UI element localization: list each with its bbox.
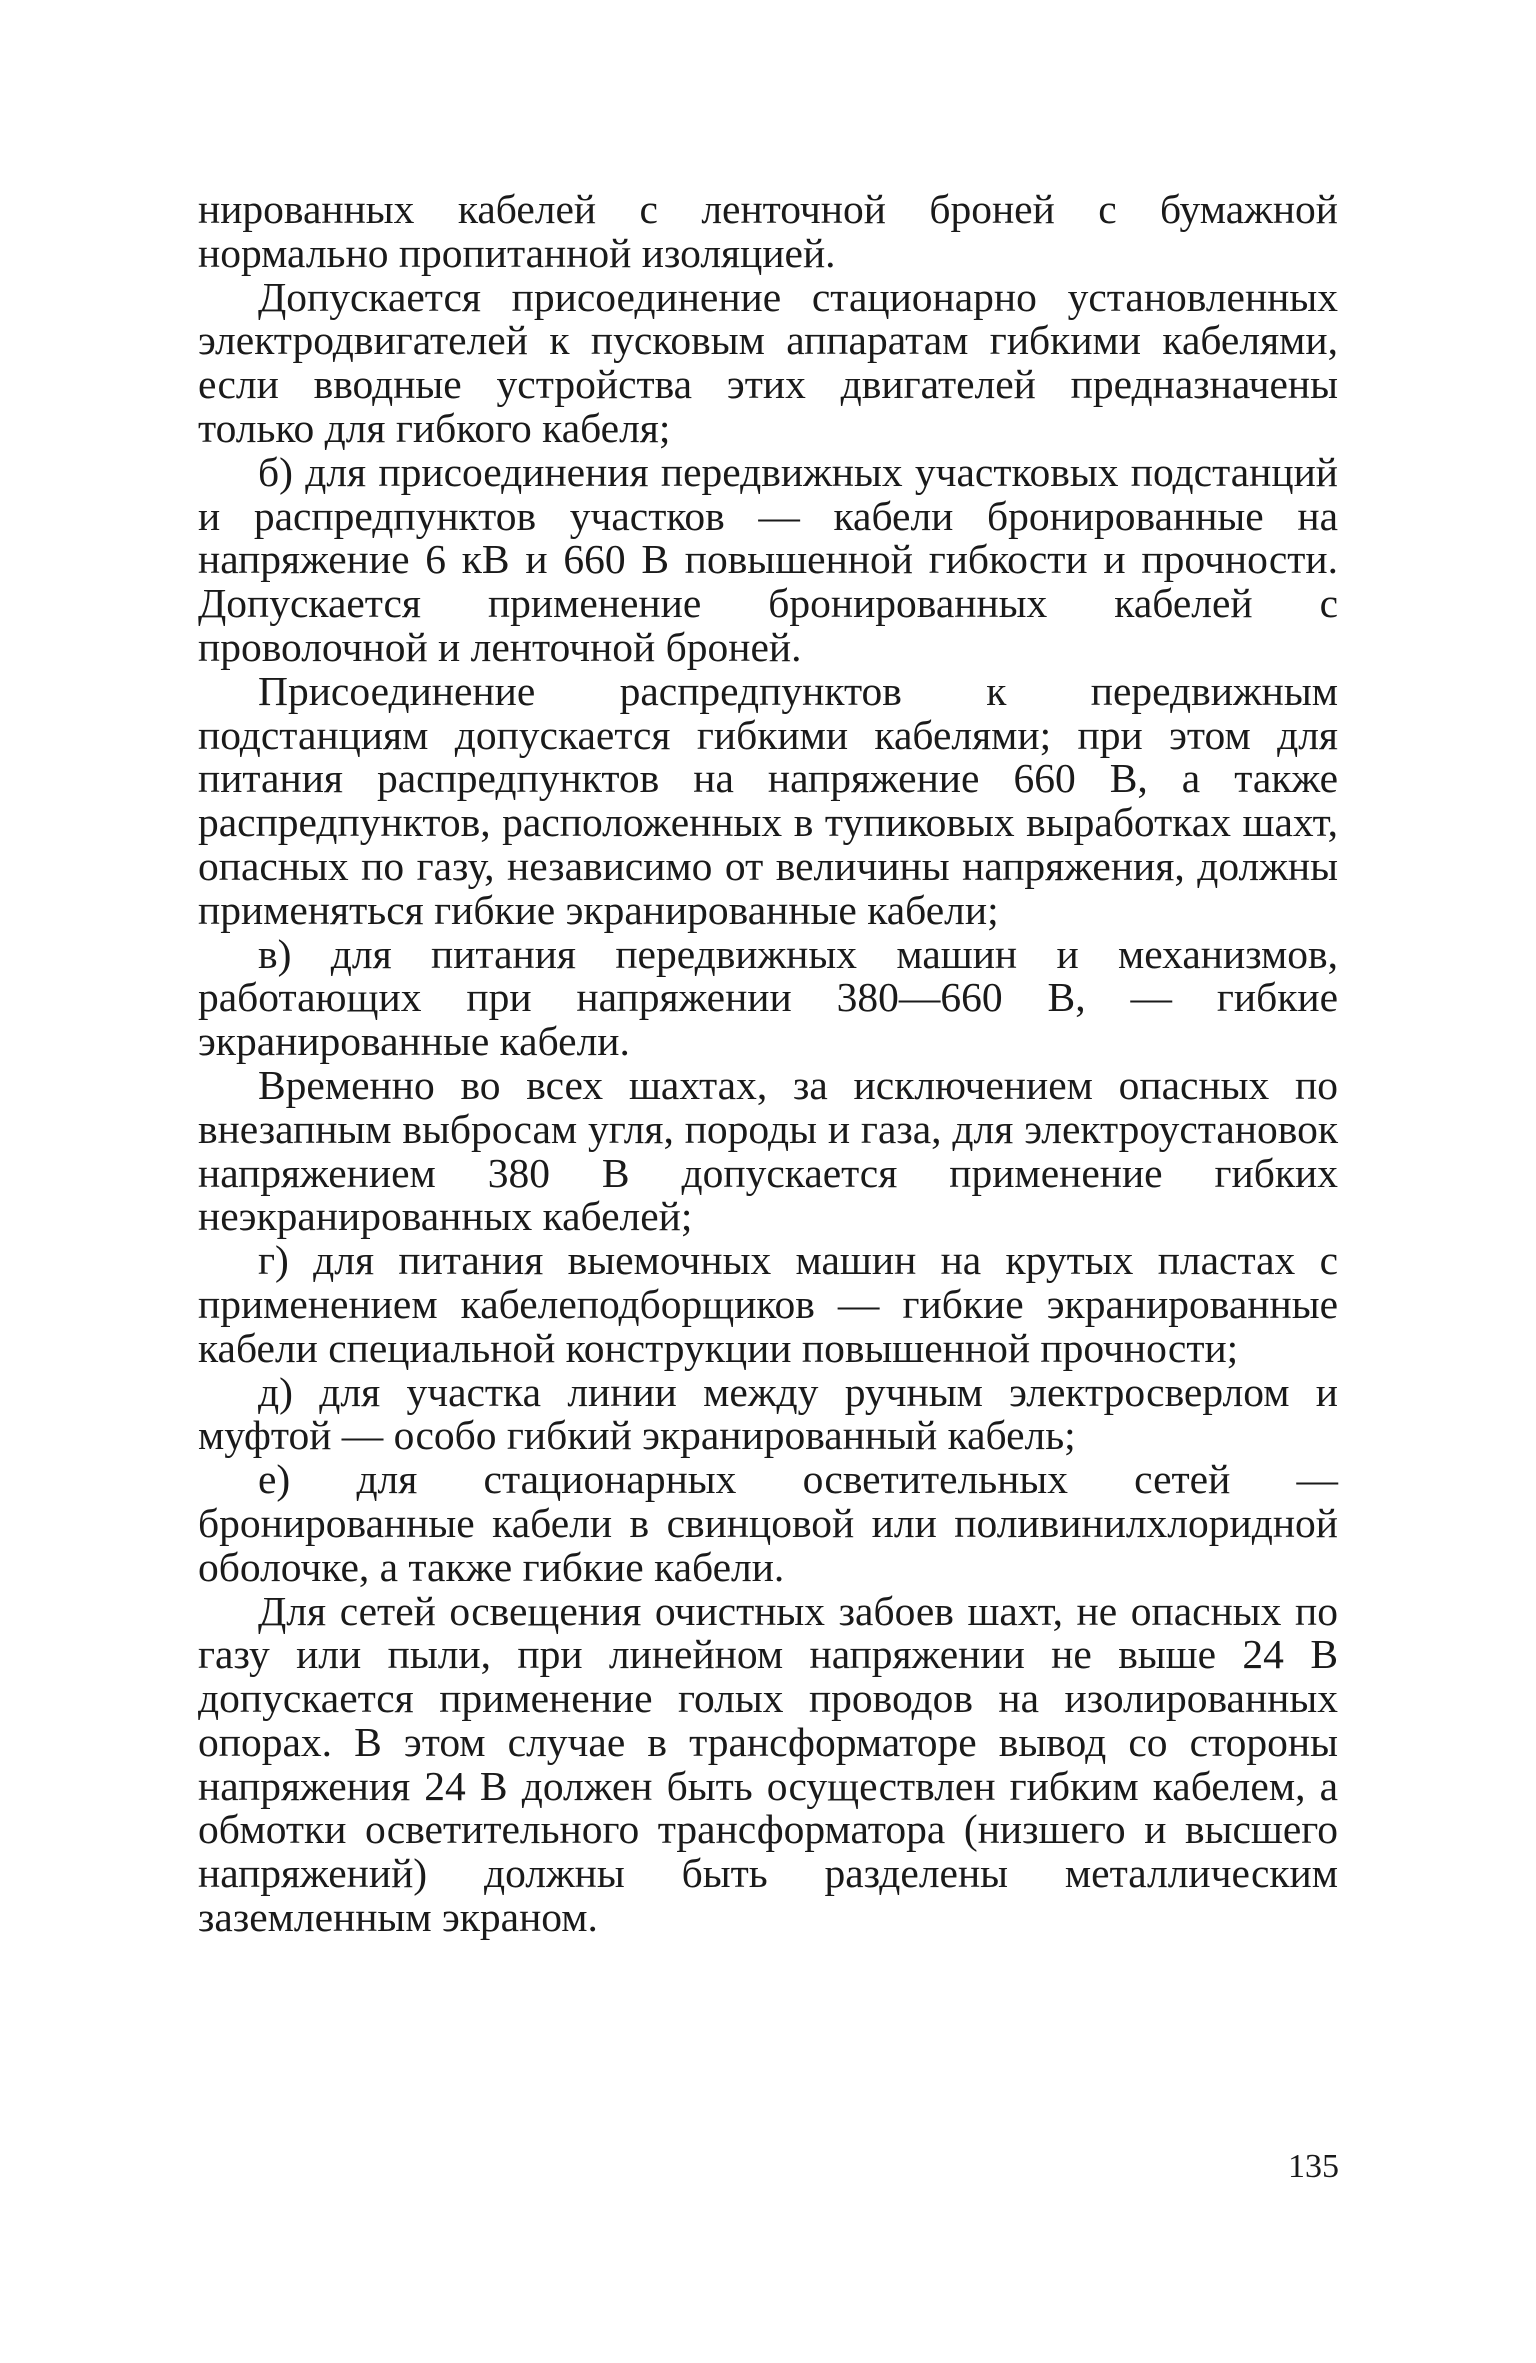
paragraph: Временно во всех шахтах, за исключением опасных по внезапным выбросам угля, породы и газа, для электроустановок напряжением 380 В допускается применение гибких неэкранированных кабелей; bbox=[198, 1061, 1338, 1240]
paragraph: Для сетей освещения очистных забоев шахт, не опасных по газу или пыли, при линейном напряжении не выше 24 В допускается применение голых проводов на изолированных опорах. В этом случае в трансформаторе вывод со стороны напряжения 24 В должен быть осуществлен гибким кабелем, а обмотки осветительного трансформатора (низшего и высшего напряжений) должны быть разделены металлическим заземленным экраном. bbox=[198, 1587, 1338, 1941]
list-item-v: в) для питания передвижных машин и механизмов, работающих при напряжении 380—660 В, — гибкие экранированные кабели. bbox=[198, 930, 1338, 1065]
paragraph-continuation: нированных кабелей с ленточной броней с бумажной нормально пропитанной изоляцией. bbox=[198, 186, 1338, 276]
page-number: 135 bbox=[1288, 2148, 1339, 2185]
list-item-g: г) для питания выемочных машин на крутых пластах с применением кабелеподборщиков — гибкие экранированные кабели специальной конструкции повышенной прочности; bbox=[198, 1237, 1338, 1371]
paragraph: Допускается присоединение стационарно установленных электродвигателей к пусковым аппаратам гибкими кабелями, если вводные устройства этих двигателей предназначены только для гибкого кабеля; bbox=[198, 273, 1338, 451]
paragraph: Присоединение распредпунктов к передвижным подстанциям допускается гибкими кабелями; при этом для питания распредпунктов на напряжение 660 В, а также распредпунктов, расположенных в тупиковых выработках шахт, опасных по газу, независимо от величины напряжения, должны применяться гибкие экранированные кабели; bbox=[198, 667, 1338, 933]
list-item-d: д) для участка линии между ручным электросверлом и муфтой — особо гибкий экранированный кабель; bbox=[198, 1368, 1338, 1459]
page-body bbox=[198, 188, 1338, 1940]
list-item-b: б) для присоединения передвижных участковых подстанций и распредпунктов участков — кабели бронированные на напряжение 6 кВ и 660 В повышенной гибкости и прочности. Допускается применение бронированных кабелей с проволочной и ленточной броней. bbox=[198, 448, 1338, 670]
list-item-e: е) для стационарных осветительных сетей — бронированные кабели в свинцовой или поливинилхлоридной оболочке, а также гибкие кабели. bbox=[198, 1456, 1338, 1590]
